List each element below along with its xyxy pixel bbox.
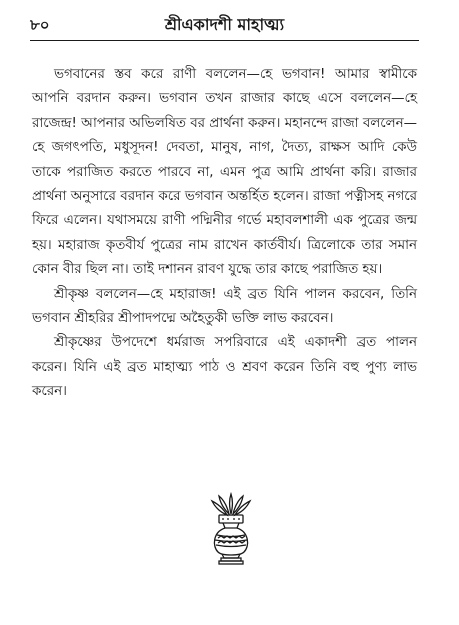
paragraph-story: ভগবানের স্তব করে রাণী বললেন—হে ভগবান! আমার স্বামীকে আপনি বরদান করুন। ভগবান তখন রাজার কাছে এসে বললেন—হে রাজেন্দ্র! আপনার অভিলষিত বর প্রার্থনা করুন। মহানন্দে রাজা বললেন—হে জগৎপতি, মধুসূদন! দেবতা, মানুষ, নাগ, দৈত্য, রাক্ষস আদি কেউ তাকে পরাজিত করতে পারবে না, এমন পুত্র আমি প্রার্থনা করি। রাজার প্রার্থনা অনুসারে বরদান করে ভগবান অন্তর্হিত হলেন। রাজা পত্নীসহ নগরে ফিরে এলেন। যথাসময়ে রাণী পদ্মিনীর গর্ভে মহাবলশালী এক পুত্রের জন্ম হয়। মহারাজ কৃতবীর্য পুত্রের নাম রাখেন কার্তবীর্য। ত্রিলোকে তার সমান কোন বীর ছিল না। তাই দশানন রাবণ যুদ্ধে তার কাছে পরাজিত হয়। <box>32 67 417 278</box>
running-title: শ্রীএকাদশী মাহাত্ম্য <box>164 15 285 34</box>
header-rule <box>30 40 419 41</box>
paragraph-conclusion: শ্রীকৃষ্ণের উপদেশে ধর্মরাজ সপরিবারে এই একাদশী ব্রত পালন করেন। যিনি এই ব্রত মাহাত্ম্য পাঠ ও শ্রবণ করেন তিনি বহু পুণ্য লাভ করেন। <box>32 335 417 400</box>
page-header <box>30 10 419 36</box>
body-text <box>32 63 417 405</box>
mangal-kalash-icon <box>208 492 254 566</box>
page-number: ৮০ <box>30 16 50 34</box>
paragraph-krishna-speech: শ্রীকৃষ্ণ বললেন—হে মহারাজ! এই ব্রত যিনি পালন করবেন, তিনি ভগবান শ্রীহরির শ্রীপাদপদ্মে অহৈতুকী ভক্তি লাভ করবেন। <box>32 286 417 327</box>
